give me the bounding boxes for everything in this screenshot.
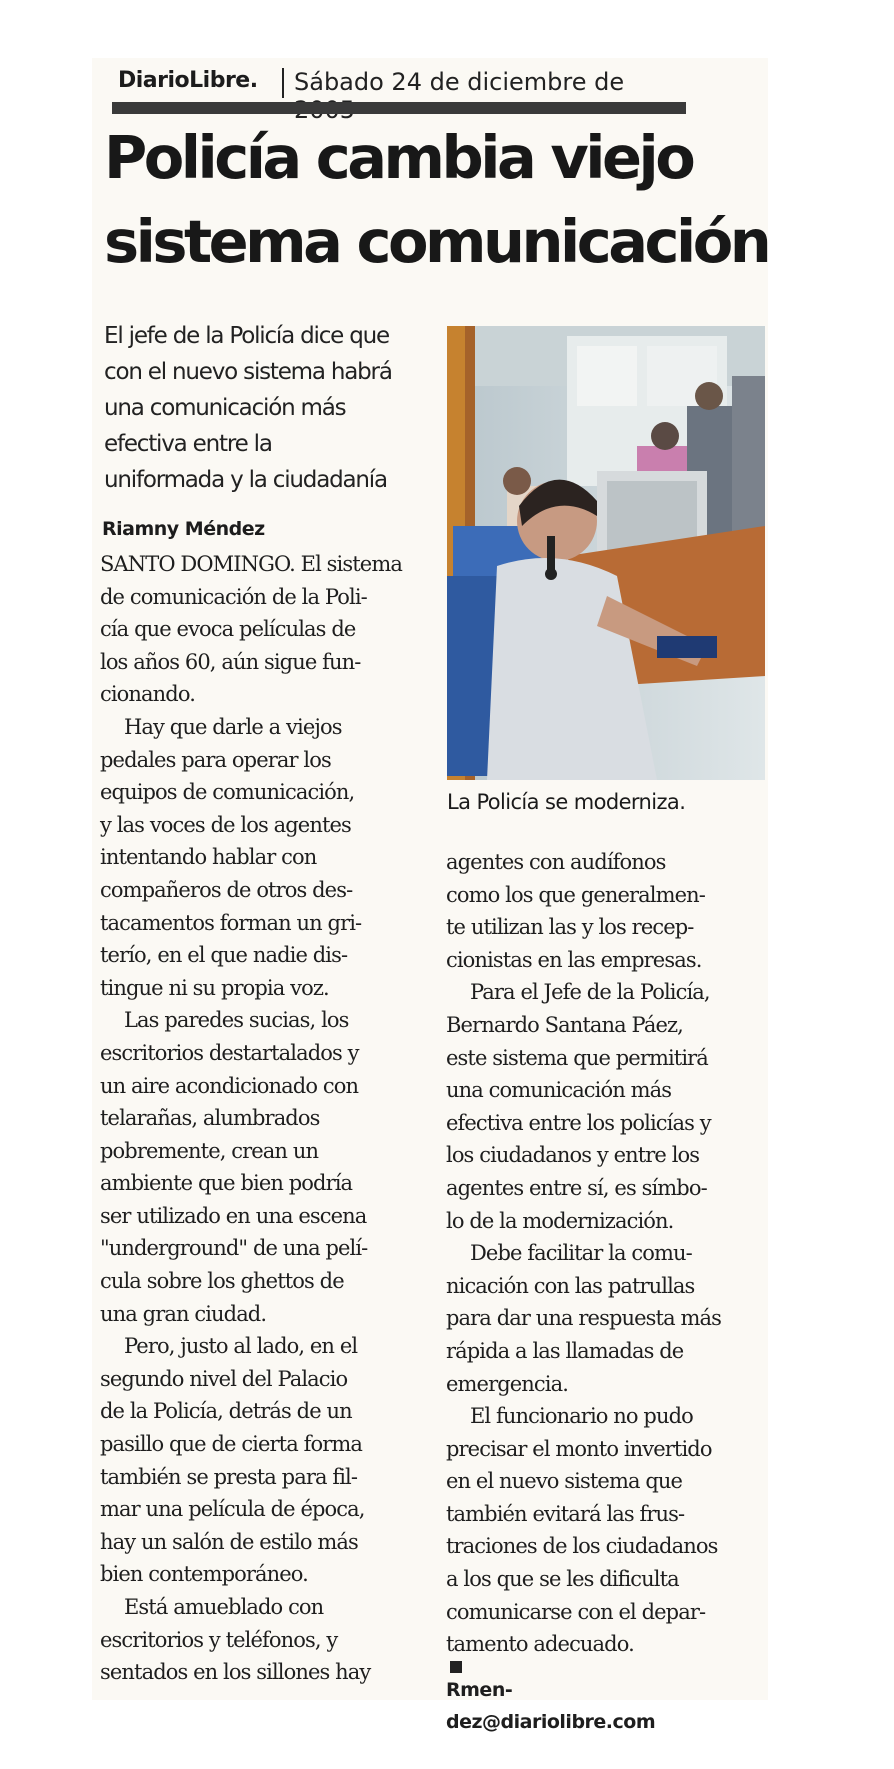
article-text-line: te utilizan las y los recep- (446, 915, 694, 940)
article-text-line: a los que se les dificulta (446, 1567, 679, 1592)
article-text-line: cionistas en las empresas. (446, 947, 702, 972)
article-text-line: y las voces de los agentes (100, 812, 351, 837)
article-text-line: este sistema que permitirá (446, 1045, 708, 1070)
article-text-line: lo de la modernización. (446, 1208, 674, 1233)
article-text-line: mar una película de época, (100, 1497, 365, 1522)
article-text-line: en el nuevo sistema que (446, 1469, 683, 1494)
article-text-line: equipos de comunicación, (100, 780, 355, 805)
article-text-line: de comunicación de la Poli- (100, 584, 367, 609)
article-text-line: también se presta para fil- (100, 1464, 358, 1489)
deck-line: una comunicación más (104, 395, 346, 421)
closing-line (446, 1628, 764, 1706)
article-text-line: como los que generalmen- (446, 882, 705, 907)
article-text-line: comunicarse con el depar- (446, 1599, 706, 1624)
article-text-line: efectiva entre los policías y (446, 1110, 711, 1135)
article-text-line: nicación con las patrullas (446, 1273, 695, 1298)
end-mark-icon (450, 1661, 462, 1673)
article-text-line: agentes entre sí, es símbo- (446, 1175, 707, 1200)
article-text-line: Para el Jefe de la Policía, (470, 980, 710, 1005)
article-text-line: intentando hablar con (100, 845, 317, 870)
article-text-line: tacamentos forman un gri- (100, 910, 362, 935)
article-text-line: Debe facilitar la comu- (470, 1241, 692, 1266)
newspaper-logo: DiarioLibre. (118, 68, 258, 93)
article-text-line: terío, en el que nadie dis- (100, 943, 348, 968)
article-text-line: pedales para operar los (100, 747, 331, 772)
article-column-right (446, 846, 764, 1739)
article-text-line: para dar una respuesta más (446, 1306, 721, 1331)
article-text-line: pasillo que de cierta forma (100, 1432, 362, 1457)
article-text-line: "underground" de una pelí- (100, 1236, 368, 1261)
deck (104, 318, 424, 498)
article-text-line: pobremente, crean un (100, 1138, 319, 1163)
article-text-line: sentados en los sillones hay (100, 1660, 371, 1685)
headline-line: sistema comunicación (104, 207, 769, 276)
article-text-line: rápida a las llamadas de (446, 1338, 684, 1363)
article-text-line: emergencia. (446, 1371, 568, 1396)
closing-text: tamento adecuado. (446, 1632, 634, 1657)
article-text-line: Bernardo Santana Páez, (446, 1012, 683, 1037)
article-text-line: de la Policía, detrás de un (100, 1399, 352, 1424)
article-text-line: escritorios destartalados y (100, 1040, 359, 1065)
article-text-line: cía que evoca películas de (100, 617, 356, 642)
article-text-line: Las paredes sucias, los (124, 1008, 349, 1033)
deck-line: efectiva entre la (104, 431, 272, 457)
article-text-line: los años 60, aún sigue fun- (100, 649, 361, 674)
article-text-line: un aire acondicionado con (100, 1073, 359, 1098)
article-text-line: tingue ni su propia voz. (100, 975, 329, 1000)
deck-line: con el nuevo sistema habrá (104, 359, 392, 385)
article-text-line: cionando. (100, 682, 195, 707)
article-text-line: una gran ciudad. (100, 1301, 267, 1326)
article-text-line: traciones de los ciudadanos (446, 1534, 718, 1559)
photo-caption: La Policía se moderniza. (447, 790, 686, 814)
news-photo (447, 326, 765, 780)
deck-line: uniformada y la ciudadanía (104, 467, 387, 493)
article-text-line: los ciudadanos y entre los (446, 1143, 700, 1168)
article-text-line: también evitará las frus- (446, 1501, 685, 1526)
photo-illustration (447, 326, 765, 780)
article-text-line: escritorios y teléfonos, y (100, 1627, 338, 1652)
article-text-line: bien contemporáneo. (100, 1562, 308, 1587)
article-column-left (100, 548, 418, 1689)
headline (104, 116, 769, 284)
masthead-separator (282, 68, 284, 98)
article-text-line: compañeros de otros des- (100, 877, 353, 902)
headline-line: Policía cambia viejo (104, 123, 693, 192)
article-text-line: agentes con audífonos (446, 850, 666, 874)
article-text-line: segundo nivel del Palacio (100, 1366, 348, 1391)
author-email[interactable]: dez@diariolibre.com (446, 1711, 656, 1734)
author-email-part: Rmen- (446, 1678, 513, 1701)
article-text-line: SANTO DOMINGO. El sistema (100, 552, 402, 576)
publication-date: Sábado 24 de diciembre de (294, 68, 625, 96)
article-text-line: hay un salón de estilo más (100, 1529, 358, 1554)
article-text-line: una comunicación más (446, 1078, 672, 1103)
article-text-line: ambiente que bien podría (100, 1171, 353, 1196)
article-text-line: cula sobre los ghettos de (100, 1269, 344, 1294)
article-text-line: precisar el monto invertido (446, 1436, 712, 1461)
article-text-line: telarañas, alumbrados (100, 1106, 320, 1131)
article-text-line: ser utilizado en una escena (100, 1203, 367, 1228)
article-text-line: Hay que darle a viejos (124, 714, 342, 739)
deck-line: El jefe de la Policía dice que (104, 323, 389, 349)
article-text-line: El funcionario no pudo (470, 1404, 693, 1429)
masthead-rule (112, 102, 686, 114)
byline: Riamny Méndez (102, 518, 265, 540)
article-text-line: Pero, justo al lado, en el (124, 1334, 358, 1359)
article-text-line: Está amueblado con (124, 1595, 324, 1619)
